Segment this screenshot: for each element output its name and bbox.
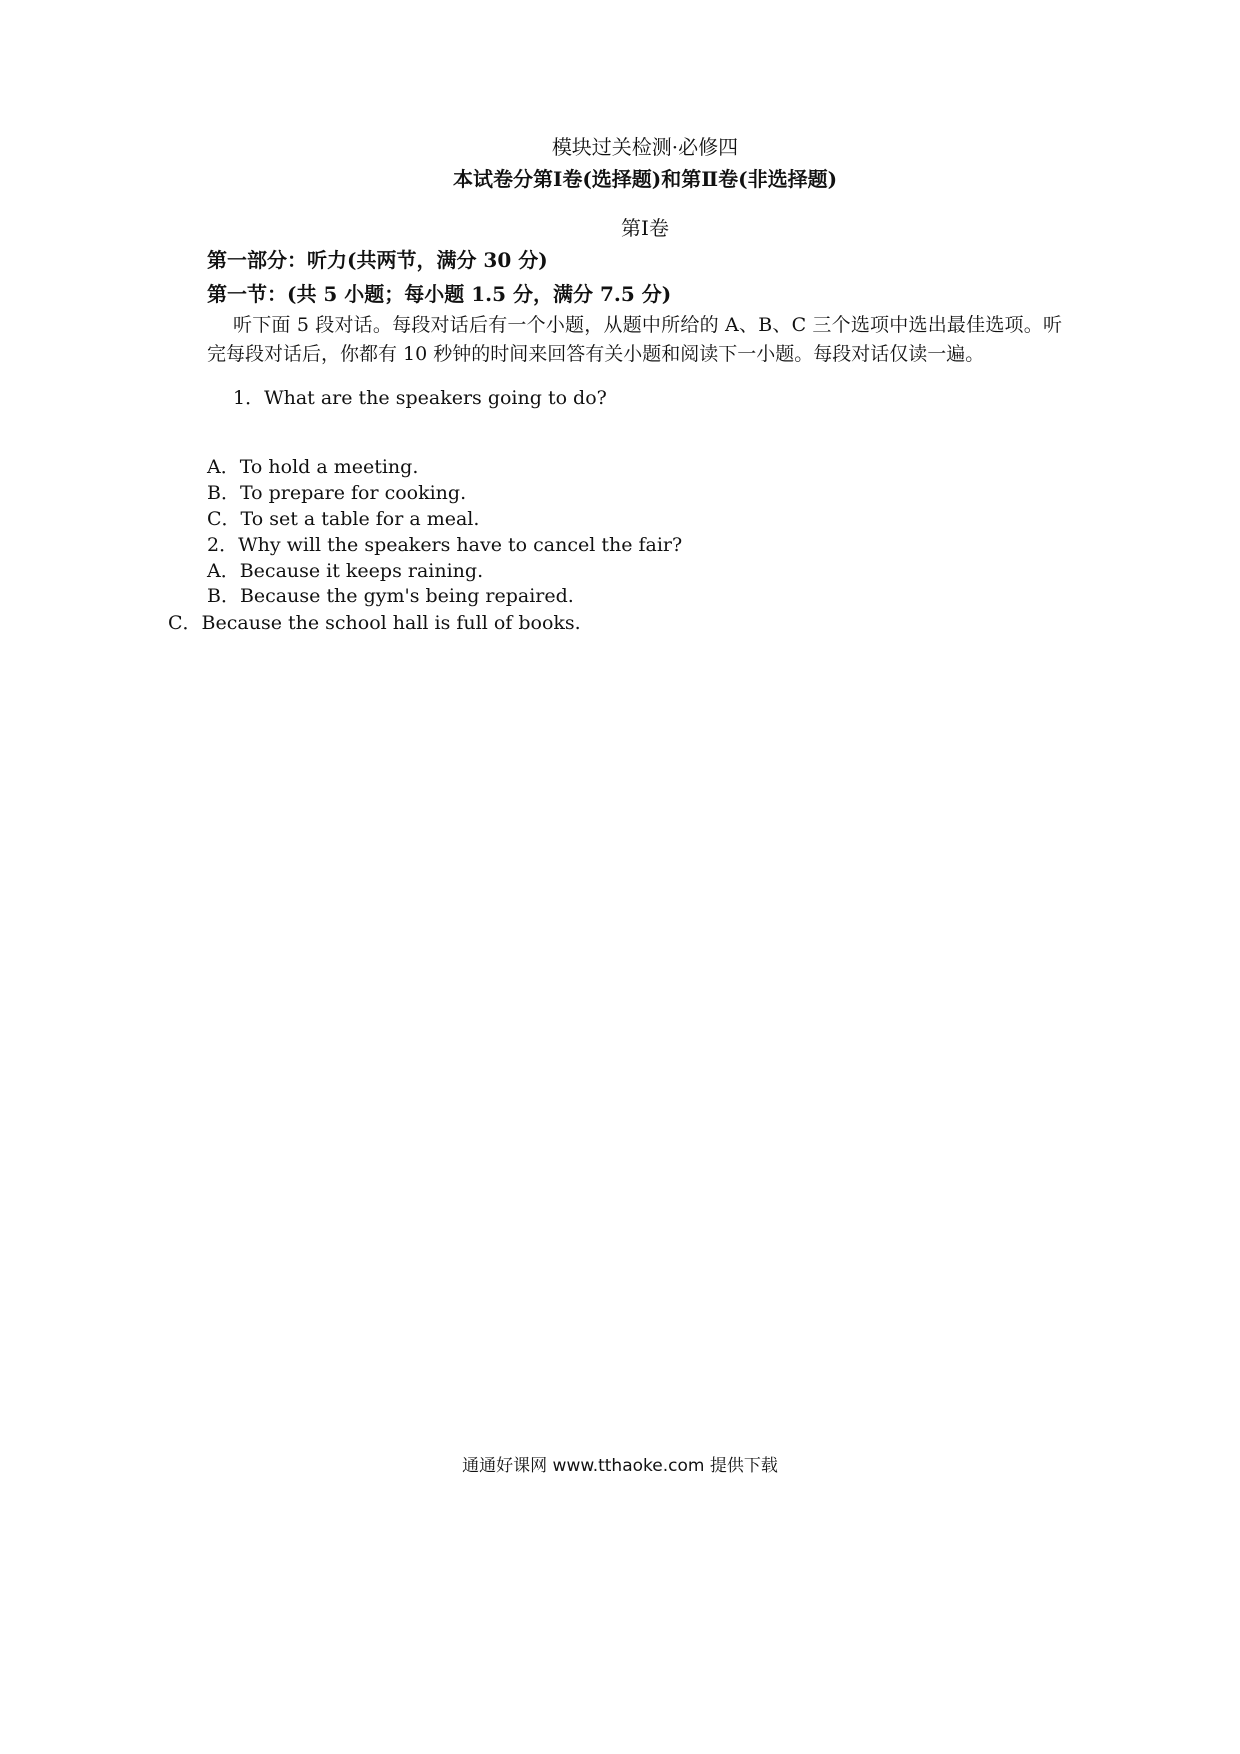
volume-heading: 第Ⅰ卷	[621, 216, 669, 240]
part-heading: 第一部分：听力(共两节，满分 30 分)	[207, 248, 548, 272]
question-1-option-c: C．To set a table for a meal.	[207, 508, 480, 530]
section-heading: 第一节：(共 5 小题；每小题 1.5 分，满分 7.5 分)	[207, 282, 672, 306]
page-subtitle: 本试卷分第Ⅰ卷(选择题)和第Ⅱ卷(非选择题)	[452, 167, 838, 191]
question-1-option-b: B．To prepare for cooking.	[207, 482, 467, 504]
question-2-option-b: B．Because the gym's being repaired.	[207, 585, 574, 607]
question-1-option-a: A．To hold a meeting.	[207, 456, 419, 478]
page-title: 模块过关检测·必修四	[551, 135, 739, 159]
question-2-option-a: A．Because it keeps raining.	[207, 560, 484, 582]
question-2-stem: 2．Why will the speakers have to cancel the fair?	[207, 534, 683, 556]
question-1-stem: 1．What are the speakers going to do?	[233, 387, 607, 409]
question-2-option-c: C．Because the school hall is full of books.	[168, 612, 581, 634]
instructions-paragraph: 听下面 5 段对话。每段对话后有一个小题，从题中所给的 A、B、C 三个选项中选出最佳选项。听完每段对话后，你都有 10 秒钟的时间来回答有关小题和阅读下一小题。每段对话仅读一遍。	[207, 314, 1062, 365]
footer-text: 通通好课网 www.tthaoke.com 提供下载	[462, 1456, 778, 1476]
